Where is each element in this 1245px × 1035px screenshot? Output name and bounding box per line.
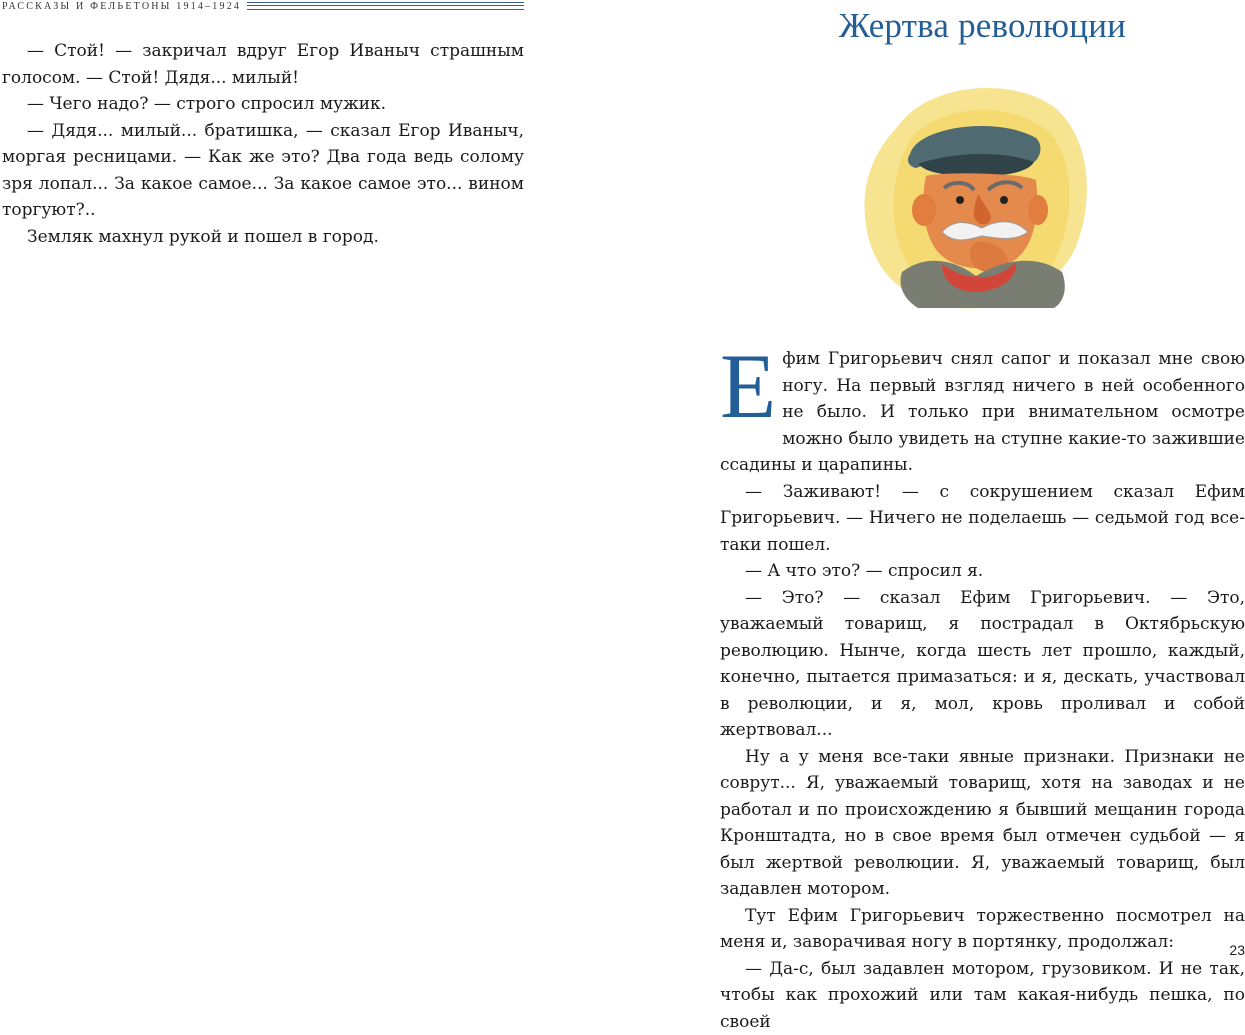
right-page-text [720,346,1245,1035]
paragraph: Тут Ефим Григорьевич торжественно посмотрел на меня и, заворачивая ногу в портянку, продолжал: [720,903,1245,956]
drop-cap: Е [720,350,776,426]
page-number: 23 [1205,942,1245,958]
paragraph: — Да-с, был задавлен мотором, грузовиком. И не так, чтобы как прохожий или там какая-нибудь пешка, по своей [720,956,1245,1035]
paragraph: — А что это? — спросил я. [720,558,1245,585]
left-page-text [2,38,524,250]
paragraph: — Чего надо? — строго спросил мужик. [2,91,524,118]
illustration-man-in-cap [858,76,1090,312]
paragraph: — Стой! — закричал вдруг Егор Иваныч страшным голосом. — Стой! Дядя... милый! [2,38,524,91]
running-head-label: РАССКАЗЫ И ФЕЛЬЕТОНЫ 1914–1924 [2,1,241,12]
paragraph: — Дядя... милый... братишка, — сказал Егор Иваныч, моргая ресницами. — Как же это? Два года ведь солому зря лопал... За какое самое... За какое самое это... вином торгуют?.. [2,118,524,224]
running-head-rule [247,2,524,10]
paragraph: Земляк махнул рукой и пошел в город. [2,224,524,251]
first-paragraph [720,346,1245,479]
paragraph: Ну а у меня все-таки явные признаки. Признаки не соврут... Я, уважаемый товарищ, хотя на заводах и не работал и по происхождению я бывший мещанин города Кронштадта, но в свое время был отмечен судьбой — я был жертвой революции. Я, уважаемый товарищ, был задавлен мотором. [720,744,1245,903]
running-head [2,0,524,12]
story-title: Жертва революции [720,6,1245,46]
first-paragraph-text: фим Григорьевич снял сапог и показал мне свою ногу. На первый взгляд ничего в ней особенного не было. И только при внимательном осмотре можно было увидеть на ступне какие-то зажившие ссадины и царапины. [720,349,1245,475]
paragraph: — Заживают! — с сокрушением сказал Ефим Григорьевич. — Ничего не поделаешь — седьмой год все-таки пошел. [720,479,1245,559]
paragraph: — Это? — сказал Ефим Григорьевич. — Это, уважаемый товарищ, я пострадал в Октябрьскую революцию. Нынче, когда шесть лет прошло, каждый, конечно, пытается примазаться: и я, дескать, участвовал в революции, и я, мол, кровь проливал и собой жертвовал... [720,585,1245,744]
